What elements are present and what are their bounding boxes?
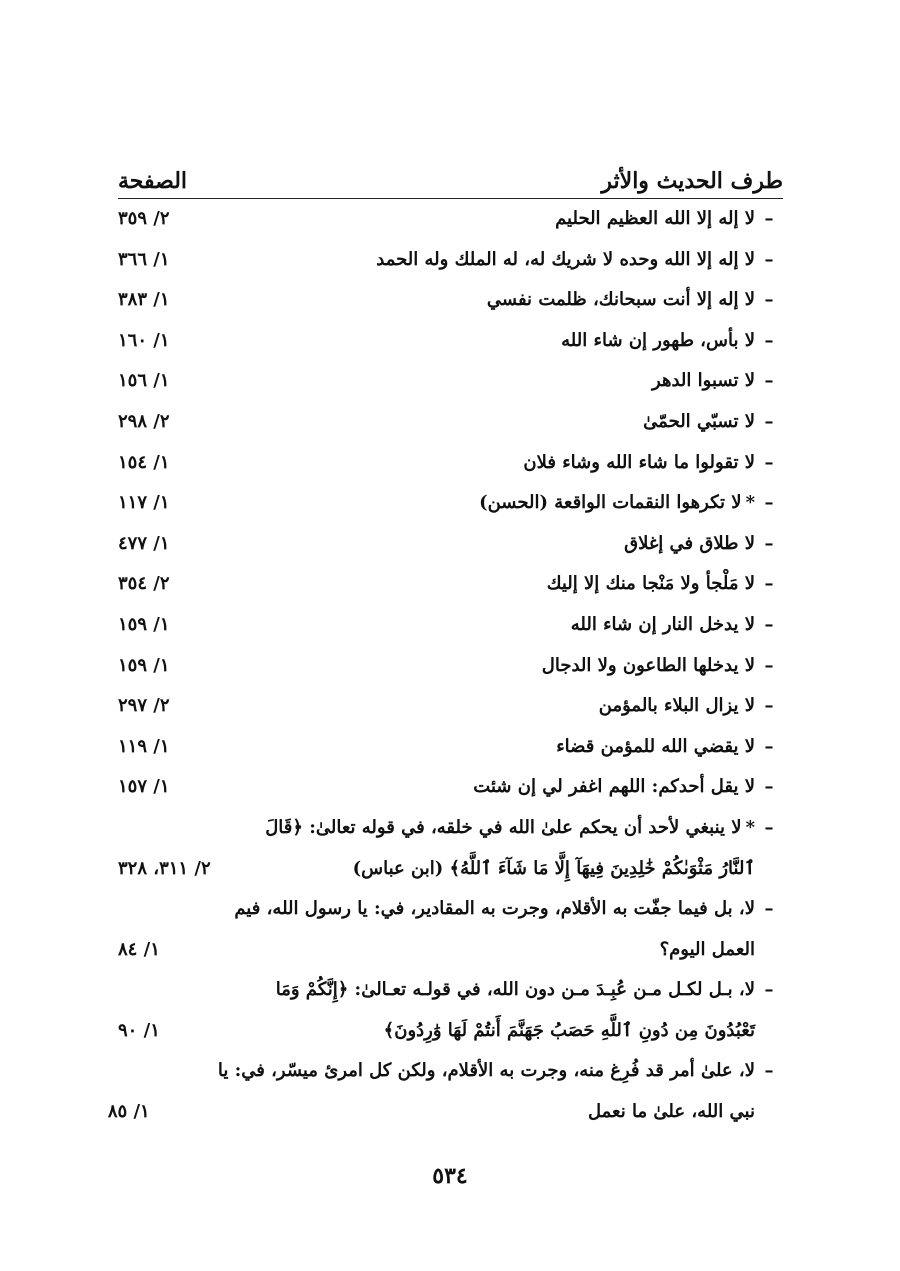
page-number: ٥٣٤ xyxy=(432,1163,468,1189)
list-item xyxy=(118,767,783,808)
hadith-text xyxy=(228,970,755,1051)
hadith-text: لا تقولوا ما شاء الله وشاء فلان xyxy=(523,451,755,473)
hadith-text xyxy=(218,1051,755,1132)
list-item xyxy=(118,889,783,970)
page-reference: ٢/ ٣٥٤ xyxy=(118,573,170,595)
hadith-text-line: لا، بـل لكـل مـن عُبِـدَ مـن دون الله، في قولـه تعـالىٰ: ﴿إِنَّكُمْ وَمَا xyxy=(275,979,755,1001)
page-reference: ٢/ ٣١١، ٣٢٨ xyxy=(118,857,211,879)
column-title-page: الصفحة xyxy=(118,168,188,194)
list-dash: – xyxy=(764,248,774,270)
list-item xyxy=(118,361,783,402)
list-item xyxy=(118,280,783,321)
list-item xyxy=(118,970,783,1051)
hadith-text: لا إله إلا الله العظيم الحليم xyxy=(555,208,755,229)
page-reference: ٢/ ٢٩٨ xyxy=(118,410,170,432)
page-reference: ١/ ١٥٩ xyxy=(118,654,170,676)
hadith-text: لا يدخل النار إن شاء الله xyxy=(570,613,755,635)
page-reference: ١/ ٤٧٧ xyxy=(118,532,170,554)
page-reference: ١/ ١١٩ xyxy=(118,735,170,757)
list-item xyxy=(118,240,783,281)
page-reference: ١/ ٨٥ xyxy=(107,1101,150,1123)
hadith-text-line: ٱلنَّارُ مَثْوَىٰكُمْ خَٰلِدِينَ فِيهَآ إِلَّا مَا شَآءَ ٱللَّهُ﴾ (ابن عباس) xyxy=(352,857,755,879)
table-header xyxy=(118,150,783,199)
hadith-text-line: لا، بل فيما جفّت به الأقلام، وجرت به المقادير، في: يا رسول الله، فيم xyxy=(234,898,755,920)
list-item xyxy=(118,402,783,443)
list-dash: – xyxy=(764,410,774,432)
list-item xyxy=(118,646,783,687)
list-item xyxy=(118,321,783,362)
column-title-hadith: طرف الحديث والأثر xyxy=(601,168,783,194)
page-reference: ١/ ١٥٦ xyxy=(118,370,170,392)
hadith-text: لا تسبّي الحمّىٰ xyxy=(643,410,755,432)
hadith-text-line: تَعْبُدُونَ مِن دُونِ ٱللَّهِ حَصَبُ جَهَنَّمَ أَنتُمْ لَهَا وَٰرِدُونَ﴾ xyxy=(383,1019,755,1041)
hadith-text xyxy=(228,808,755,889)
list-item xyxy=(118,443,783,484)
list-dash: – xyxy=(764,289,774,311)
page-reference: ١/ ١٥٧ xyxy=(118,776,170,798)
hadith-text: لا مَلْجأ ولا مَنْجا منك إلا إليك xyxy=(546,573,755,595)
list-item xyxy=(118,686,783,727)
list-dash: – xyxy=(764,532,774,554)
athar-marker: * xyxy=(745,816,755,838)
hadith-text xyxy=(228,483,755,524)
list-dash: – xyxy=(764,776,774,798)
list-dash: – xyxy=(764,492,774,514)
page-reference: ٢/ ٢٩٧ xyxy=(118,695,170,717)
list-dash: – xyxy=(764,735,774,757)
hadith-text: لا طلاق في إغلاق xyxy=(624,532,755,554)
list-item xyxy=(118,564,783,605)
hadith-text: لا إله إلا الله وحده لا شريك له، له الملك وله الحمد xyxy=(376,248,755,270)
page-reference: ١/ ١٥٤ xyxy=(118,451,170,473)
hadith-text: لا إله إلا أنت سبحانك، ظلمت نفسي xyxy=(486,289,755,311)
list-item xyxy=(118,605,783,646)
list-item xyxy=(118,727,783,768)
page-reference: ١/ ٣٦٦ xyxy=(118,248,170,270)
hadith-text: لا يقضي الله للمؤمن قضاء xyxy=(556,735,755,757)
list-dash: – xyxy=(764,979,774,1001)
hadith-text-body: لا تكرهوا النقمات الواقعة (الحسن) xyxy=(479,492,742,514)
hadith-text: لا تسبوا الدهر xyxy=(652,370,755,392)
hadith-text xyxy=(228,889,755,970)
hadith-text-body: لا ينبغي لأحد أن يحكم علىٰ الله في خلقه، في قوله تعالىٰ: ﴿قَالَ xyxy=(265,816,742,838)
athar-marker: * xyxy=(745,492,755,514)
page-reference: ١/ ١٥٩ xyxy=(118,613,170,635)
list-dash: – xyxy=(764,613,774,635)
hadith-text: لا يقل أحدكم: اللهم اغفر لي إن شئت xyxy=(473,776,755,798)
list-item xyxy=(118,483,783,524)
page-reference: ١/ ٩٠ xyxy=(118,1019,160,1041)
list-item xyxy=(107,1051,783,1132)
hadith-text: لا بأس، طهور إن شاء الله xyxy=(561,329,755,351)
list-dash: – xyxy=(764,370,774,392)
page-reference: ٢/ ٣٥٩ xyxy=(118,208,170,229)
list-dash: – xyxy=(764,451,774,473)
hadith-text: لا يدخلها الطاعون ولا الدجال xyxy=(541,654,755,676)
list-dash: – xyxy=(764,208,774,229)
list-dash: – xyxy=(764,573,774,595)
page-reference: ١/ ٣٨٣ xyxy=(118,289,170,311)
page-reference: ١/ ٨٤ xyxy=(118,938,160,960)
hadith-text: لا يزال البلاء بالمؤمن xyxy=(598,695,755,717)
hadith-text-line: العمل اليوم؟ xyxy=(659,938,755,960)
index-list xyxy=(107,199,783,1133)
index-page xyxy=(107,150,783,1133)
hadith-text-line: نبي الله، علىٰ ما نعمل xyxy=(588,1101,755,1123)
list-dash: – xyxy=(764,1060,774,1082)
list-item xyxy=(118,524,783,565)
list-dash: – xyxy=(764,898,774,920)
list-item xyxy=(118,199,783,240)
page-reference: ١/ ١١٧ xyxy=(118,492,170,514)
page-reference: ١/ ١٦٠ xyxy=(118,329,170,351)
hadith-text-line: لا، علىٰ أمر قد فُرِغ منه، وجرت به الأقلام، ولكن كل امرئ ميسّر، في: يا xyxy=(217,1060,755,1082)
list-dash: – xyxy=(764,329,774,351)
list-item xyxy=(118,808,783,889)
list-dash: – xyxy=(764,816,774,838)
hadith-text-line xyxy=(228,808,755,849)
list-dash: – xyxy=(764,654,774,676)
list-dash: – xyxy=(764,695,774,717)
